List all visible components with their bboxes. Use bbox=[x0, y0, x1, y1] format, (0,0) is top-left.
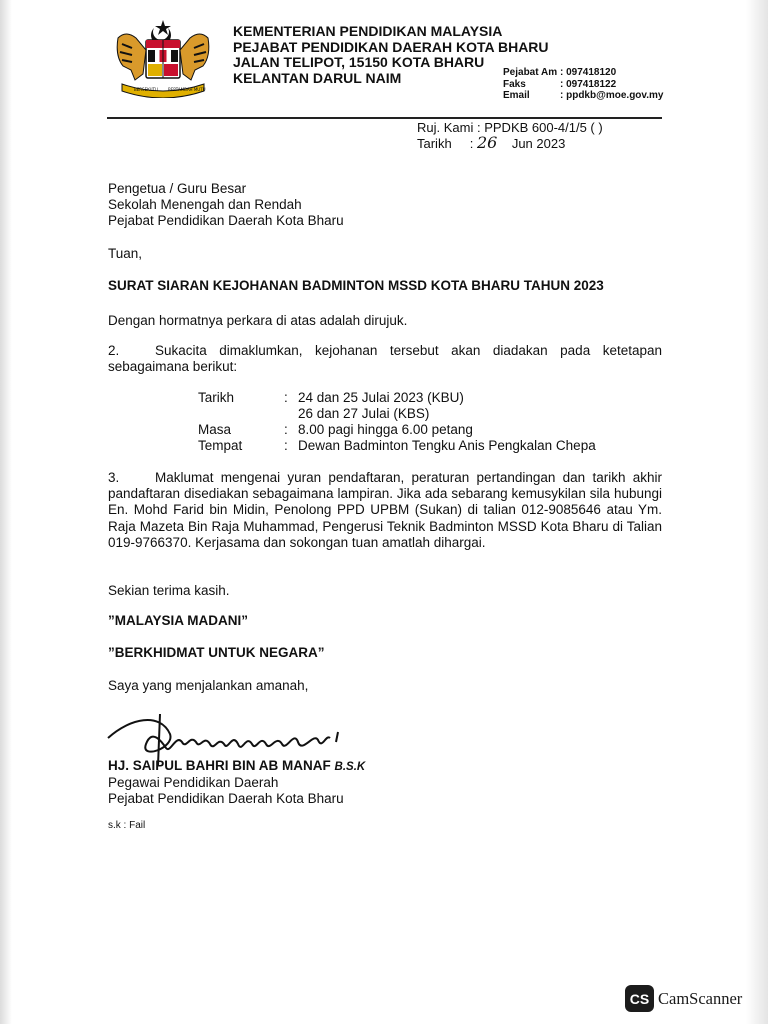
reference-block bbox=[417, 120, 603, 151]
camscanner-badge: CS bbox=[625, 985, 654, 1012]
date-day-handwritten: 26 bbox=[477, 133, 498, 152]
carbon-copy: s.k : Fail bbox=[108, 820, 146, 831]
signer-block bbox=[108, 758, 365, 807]
address-line-1: JALAN TELIPOT, 15150 KOTA BHARU bbox=[233, 54, 485, 70]
recipient-line: Pejabat Pendidikan Daerah Kota Bharu bbox=[108, 213, 344, 228]
reference-number bbox=[417, 120, 603, 135]
paragraph-3 bbox=[108, 470, 662, 551]
scan-shadow-right bbox=[746, 0, 768, 1024]
coat-of-arms-icon bbox=[108, 18, 218, 98]
contact-label: Pejabat Am bbox=[503, 67, 558, 78]
camscanner-watermark bbox=[625, 985, 742, 1012]
recipient-line: Sekolah Menengah dan Rendah bbox=[108, 197, 302, 212]
paragraph-2 bbox=[108, 343, 662, 375]
detail-row-date-2 bbox=[198, 406, 596, 422]
date-month-year: Jun 2023 bbox=[511, 136, 566, 151]
detail-colon: : bbox=[284, 390, 288, 405]
trust-line: Saya yang menjalankan amanah, bbox=[108, 678, 309, 693]
date-label: Tarikh bbox=[417, 136, 452, 151]
detail-label: Tarikh bbox=[198, 390, 235, 405]
ministry-name: KEMENTERIAN PENDIDIKAN MALAYSIA bbox=[233, 23, 503, 39]
detail-colon: : bbox=[284, 438, 288, 453]
detail-label: Tempat bbox=[198, 438, 243, 453]
contact-block bbox=[503, 67, 663, 102]
contact-value: : ppdkb@moe.gov.my bbox=[560, 90, 664, 101]
detail-label: Masa bbox=[198, 422, 232, 437]
contact-value: : 097418122 bbox=[560, 78, 617, 90]
motto-malaysia-madani: ”MALAYSIA MADANI” bbox=[108, 613, 249, 628]
crest-motto-right: BERTAMBAH MUTU bbox=[168, 87, 206, 92]
recipient-block bbox=[108, 181, 344, 229]
signer-office: Pejabat Pendidikan Daerah Kota Bharu bbox=[108, 791, 344, 806]
signer-award: B.S.K bbox=[334, 761, 366, 773]
letter-subject: SURAT SIARAN KEJOHANAN BADMINTON MSSD KOTA BHARU TAHUN 2023 bbox=[108, 278, 604, 293]
detail-value: Dewan Badminton Tengku Anis Pengkalan Chepa bbox=[298, 438, 596, 453]
detail-colon: : bbox=[284, 422, 288, 437]
detail-value: 24 dan 25 Julai 2023 (KBU) bbox=[298, 390, 464, 405]
salutation: Tuan, bbox=[108, 246, 143, 261]
paragraph-text: Sukacita dimaklumkan, kejohanan tersebut akan diadakan pada ketetapan sebagaimana berikut: bbox=[108, 343, 662, 374]
letterhead bbox=[233, 24, 549, 86]
detail-value: 8.00 pagi hingga 6.00 petang bbox=[298, 422, 473, 437]
crest-motto-left: BERSEKUTU bbox=[134, 87, 158, 92]
detail-row-time bbox=[198, 422, 596, 438]
contact-label: Email bbox=[503, 90, 530, 101]
date-colon: : bbox=[469, 136, 474, 151]
paragraph-number: 2. bbox=[108, 343, 120, 358]
motto-berkhidmat: ”BERKHIDMAT UNTUK NEGARA” bbox=[108, 645, 325, 660]
camscanner-text: CamScanner bbox=[658, 988, 743, 1008]
ref-label: Ruj. Kami bbox=[417, 120, 474, 135]
reference-date bbox=[417, 135, 603, 151]
contact-row-fax bbox=[503, 79, 663, 91]
signer-name: HJ. SAIPUL BAHRI BIN AB MANAF bbox=[108, 758, 331, 773]
detail-value: 26 dan 27 Julai (KBS) bbox=[298, 406, 430, 421]
contact-value: : 097418120 bbox=[560, 67, 617, 78]
office-name: PEJABAT PENDIDIKAN DAERAH KOTA BHARU bbox=[233, 38, 549, 55]
detail-row-venue bbox=[198, 438, 596, 454]
ref-value: : PPDKB 600-4/1/5 ( ) bbox=[476, 120, 603, 135]
detail-row-date bbox=[198, 390, 596, 406]
contact-row-email bbox=[503, 90, 663, 102]
contact-row-phone bbox=[503, 67, 663, 79]
signer-title: Pegawai Pendidikan Daerah bbox=[108, 775, 279, 790]
event-details bbox=[198, 390, 596, 454]
letterhead-divider bbox=[107, 117, 662, 119]
contact-label: Faks bbox=[503, 78, 526, 90]
scan-shadow-left bbox=[0, 0, 12, 1024]
paragraph-number: 3. bbox=[108, 470, 120, 485]
paragraph-text: Maklumat mengenai yuran pendaftaran, peraturan pertandingan dan tarikh akhir pandaftaran disediakan sebagaimana lampiran. Jika ada sebarang kemusykilan sila hubungi En. Mohd Farid bin Midin, Penolong PPD UPBM (Sukan) di talian 012-9085646 atau Ym. Raja Mazeta Bin Raja Muhammad, Pengerusi Teknik Badminton MSSD Kota Bharu di Talian 019-9766370. Kerjasama dan sokongan tuan amatlah dihargai. bbox=[108, 470, 662, 550]
paragraph-1: Dengan hormatnya perkara di atas adalah dirujuk. bbox=[108, 313, 408, 328]
address-line-2: KELANTAN DARUL NAIM bbox=[233, 69, 402, 86]
recipient-line: Pengetua / Guru Besar bbox=[108, 181, 247, 196]
closing-line: Sekian terima kasih. bbox=[108, 583, 230, 598]
